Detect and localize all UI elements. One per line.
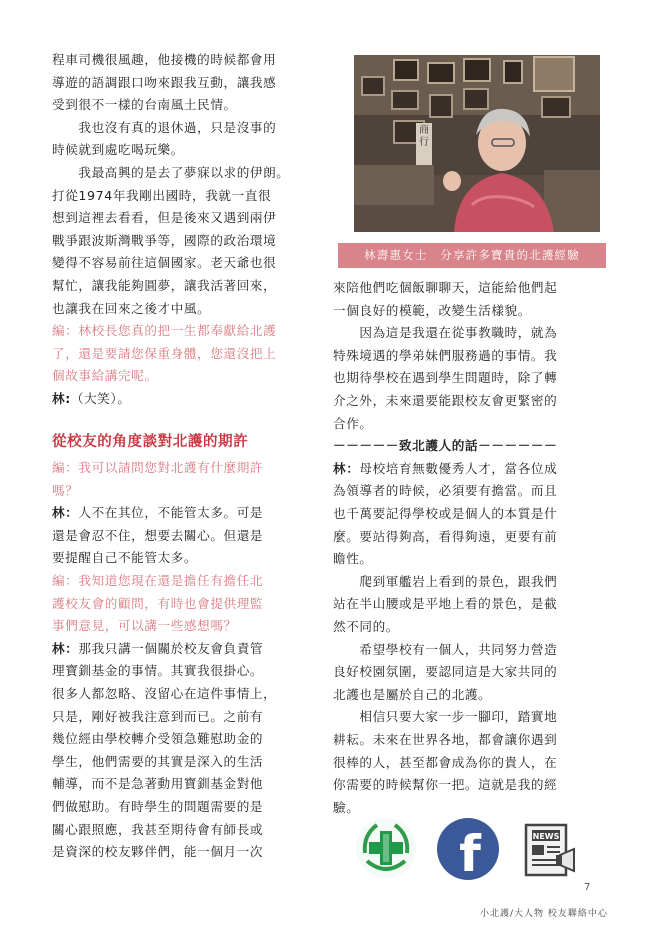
line-text: 人不在其位，不能管太多。可是 [78, 505, 264, 521]
text-line: 因為這是我還在從事教職時，就為 [333, 325, 558, 341]
text-line: 只是，剛好被我注意到而已。之前有 [52, 708, 264, 724]
text-line: 也期待學校在遇到學生問題時，除了轉 [333, 370, 558, 386]
text-line: 關心跟照應，我甚至期待會有師長或 [52, 821, 264, 837]
text-line: 瞻性。 [333, 551, 373, 567]
text-line: 戰爭跟波斯灣戰爭等，國際的政治環境 [52, 232, 277, 248]
school-emblem-icon[interactable] [355, 817, 417, 879]
text-line: 要提醒自己不能管太多。 [52, 550, 198, 566]
text-line: 受到很不一樣的台南風土民情。 [52, 97, 237, 113]
text-line: 爬到軍艦岩上看到的景色，跟我們 [333, 573, 558, 589]
text-line: 也讓我在回來之後才中風。 [52, 300, 211, 316]
speaker-label: 林： [333, 460, 360, 476]
sign-text: 商行 [419, 125, 429, 148]
text-line: 你需要的時候幫你一把。這就是我的經 [333, 777, 558, 793]
text-line: 特殊境遇的學弟妹們服務過的事情。我 [333, 347, 558, 363]
text-line [52, 505, 263, 521]
text-line: －－－－－致北護人的話－－－－－－ [333, 438, 558, 454]
text-line: 然不同的。 [333, 619, 399, 634]
text-line: 我最高興的是去了夢寐以求的伊朗。 [52, 165, 290, 180]
text-line: 輔導，而不是急著動用寶釧基金對他 [52, 776, 264, 792]
text-line: 希望學校有一個人，共同努力營造 [333, 641, 558, 657]
text-line: 個故事給講完呢。 [52, 368, 158, 384]
speaker-label: 林： [52, 505, 79, 521]
text-line: 驗。 [333, 799, 360, 815]
text-line: 我也沒有真的退休過，只是沒事的 [52, 119, 277, 135]
text-line: 編：我可以請問您對北護有什麼期許 [52, 460, 264, 475]
text-line: 時候就到處吃喝玩樂。 [52, 142, 184, 158]
line-text: （大笑）。 [70, 391, 131, 406]
text-line: 想到這裡去看看，但是後來又遇到兩伊 [52, 210, 277, 226]
facebook-icon[interactable] [436, 817, 500, 881]
text-line: 打從1974年我剛出國時，我就一直很 [52, 187, 272, 203]
text-line: 們做慰助。有時學生的問題需要的是 [52, 799, 264, 814]
text-line: 事們意見，可以講一些感想嗎？ [52, 618, 237, 634]
section-heading: 從校友的角度談對北護的期許 [52, 434, 249, 450]
text-line: 介之外，未來還要能跟校友會更緊密的 [333, 393, 558, 408]
text-line: 很多人都忽略、沒留心在這件事情上， [52, 686, 277, 701]
news-icon[interactable] [520, 821, 578, 879]
text-line [52, 391, 131, 407]
text-line: 還是會忍不住，想要去關心。但還是 [52, 527, 264, 543]
text-line: 北護也是屬於自己的北護。 [333, 686, 492, 702]
text-line: 一個良好的模範，改變生活樣貌。 [333, 302, 531, 318]
text-line: 站在半山腰或是平地上看的景色，是截 [333, 596, 558, 612]
text-line: 編：我知道您現在還是擔任有擔任北 [52, 573, 264, 588]
page-number: 7 [584, 882, 591, 893]
text-line: 嗎？ [52, 482, 79, 498]
text-line: 理寶釧基金的事情。其實我很掛心。 [52, 663, 264, 679]
text-line: 耕耘。未來在世界各地，都會讓你遇到 [333, 732, 558, 747]
line-text: 那我只講一個關於校友會負責管 [78, 640, 264, 656]
text-line: 幫忙，讓我能夠圓夢，讓我活著回來， [52, 278, 277, 293]
text-line: 麼。要站得夠高，看得夠遠，更要有前 [333, 528, 558, 544]
text-line: 相信只要大家一步一腳印，踏實地 [333, 709, 558, 725]
text-line [333, 461, 557, 477]
photo-illustration [354, 55, 600, 232]
text-line: 編：林校長您真的把一生都奉獻給北護 [52, 323, 277, 339]
news-label: NEWS [532, 832, 560, 841]
facebook-letter: f [459, 825, 481, 881]
speaker-label: 林： [52, 640, 79, 656]
speaker-label: 林: [52, 391, 71, 406]
text-line [52, 641, 263, 657]
text-line: 來陪他們吃個飯聊聊天，這能給他們起 [333, 280, 558, 295]
text-line: 了，還是要請您保重身體，您還沒把上 [52, 345, 277, 361]
text-line: 幾位經由學校轉介受領急難慰助金的 [52, 731, 264, 747]
interview-photo [354, 55, 600, 232]
text-line: 是資深的校友夥伴們，能一個月一次 [52, 844, 264, 860]
text-line: 導遊的語調跟口吻來跟我互動，讓我感 [52, 74, 277, 90]
text-line: 合作。 [333, 415, 373, 431]
text-line: 變得不容易前往這個國家。老天爺也很 [52, 255, 277, 271]
text-line: 學生，他們需要的其實是深入的生活 [52, 753, 264, 769]
text-line: 也千萬要記得學校或是個人的本質是什 [333, 506, 558, 521]
text-line: 程車司機很風趣，他接機的時候都會用 [52, 52, 277, 67]
photo-caption: 林壽惠女士 分享許多寶貴的北護經驗 [338, 243, 606, 268]
line-text: 母校培育無數優秀人才，當各位成 [359, 460, 558, 476]
footer-text: 小北護/大人物 校友聯絡中心 [480, 909, 608, 919]
text-line: 很棒的人，甚至都會成為你的貴人，在 [333, 754, 558, 770]
text-line: 為領導者的時候，必須要有擔當。而且 [333, 483, 558, 499]
text-line: 護校友會的顧問，有時也會提供理監 [52, 595, 264, 611]
text-line: 良好校園氛圍，要認同這是大家共同的 [333, 664, 558, 680]
